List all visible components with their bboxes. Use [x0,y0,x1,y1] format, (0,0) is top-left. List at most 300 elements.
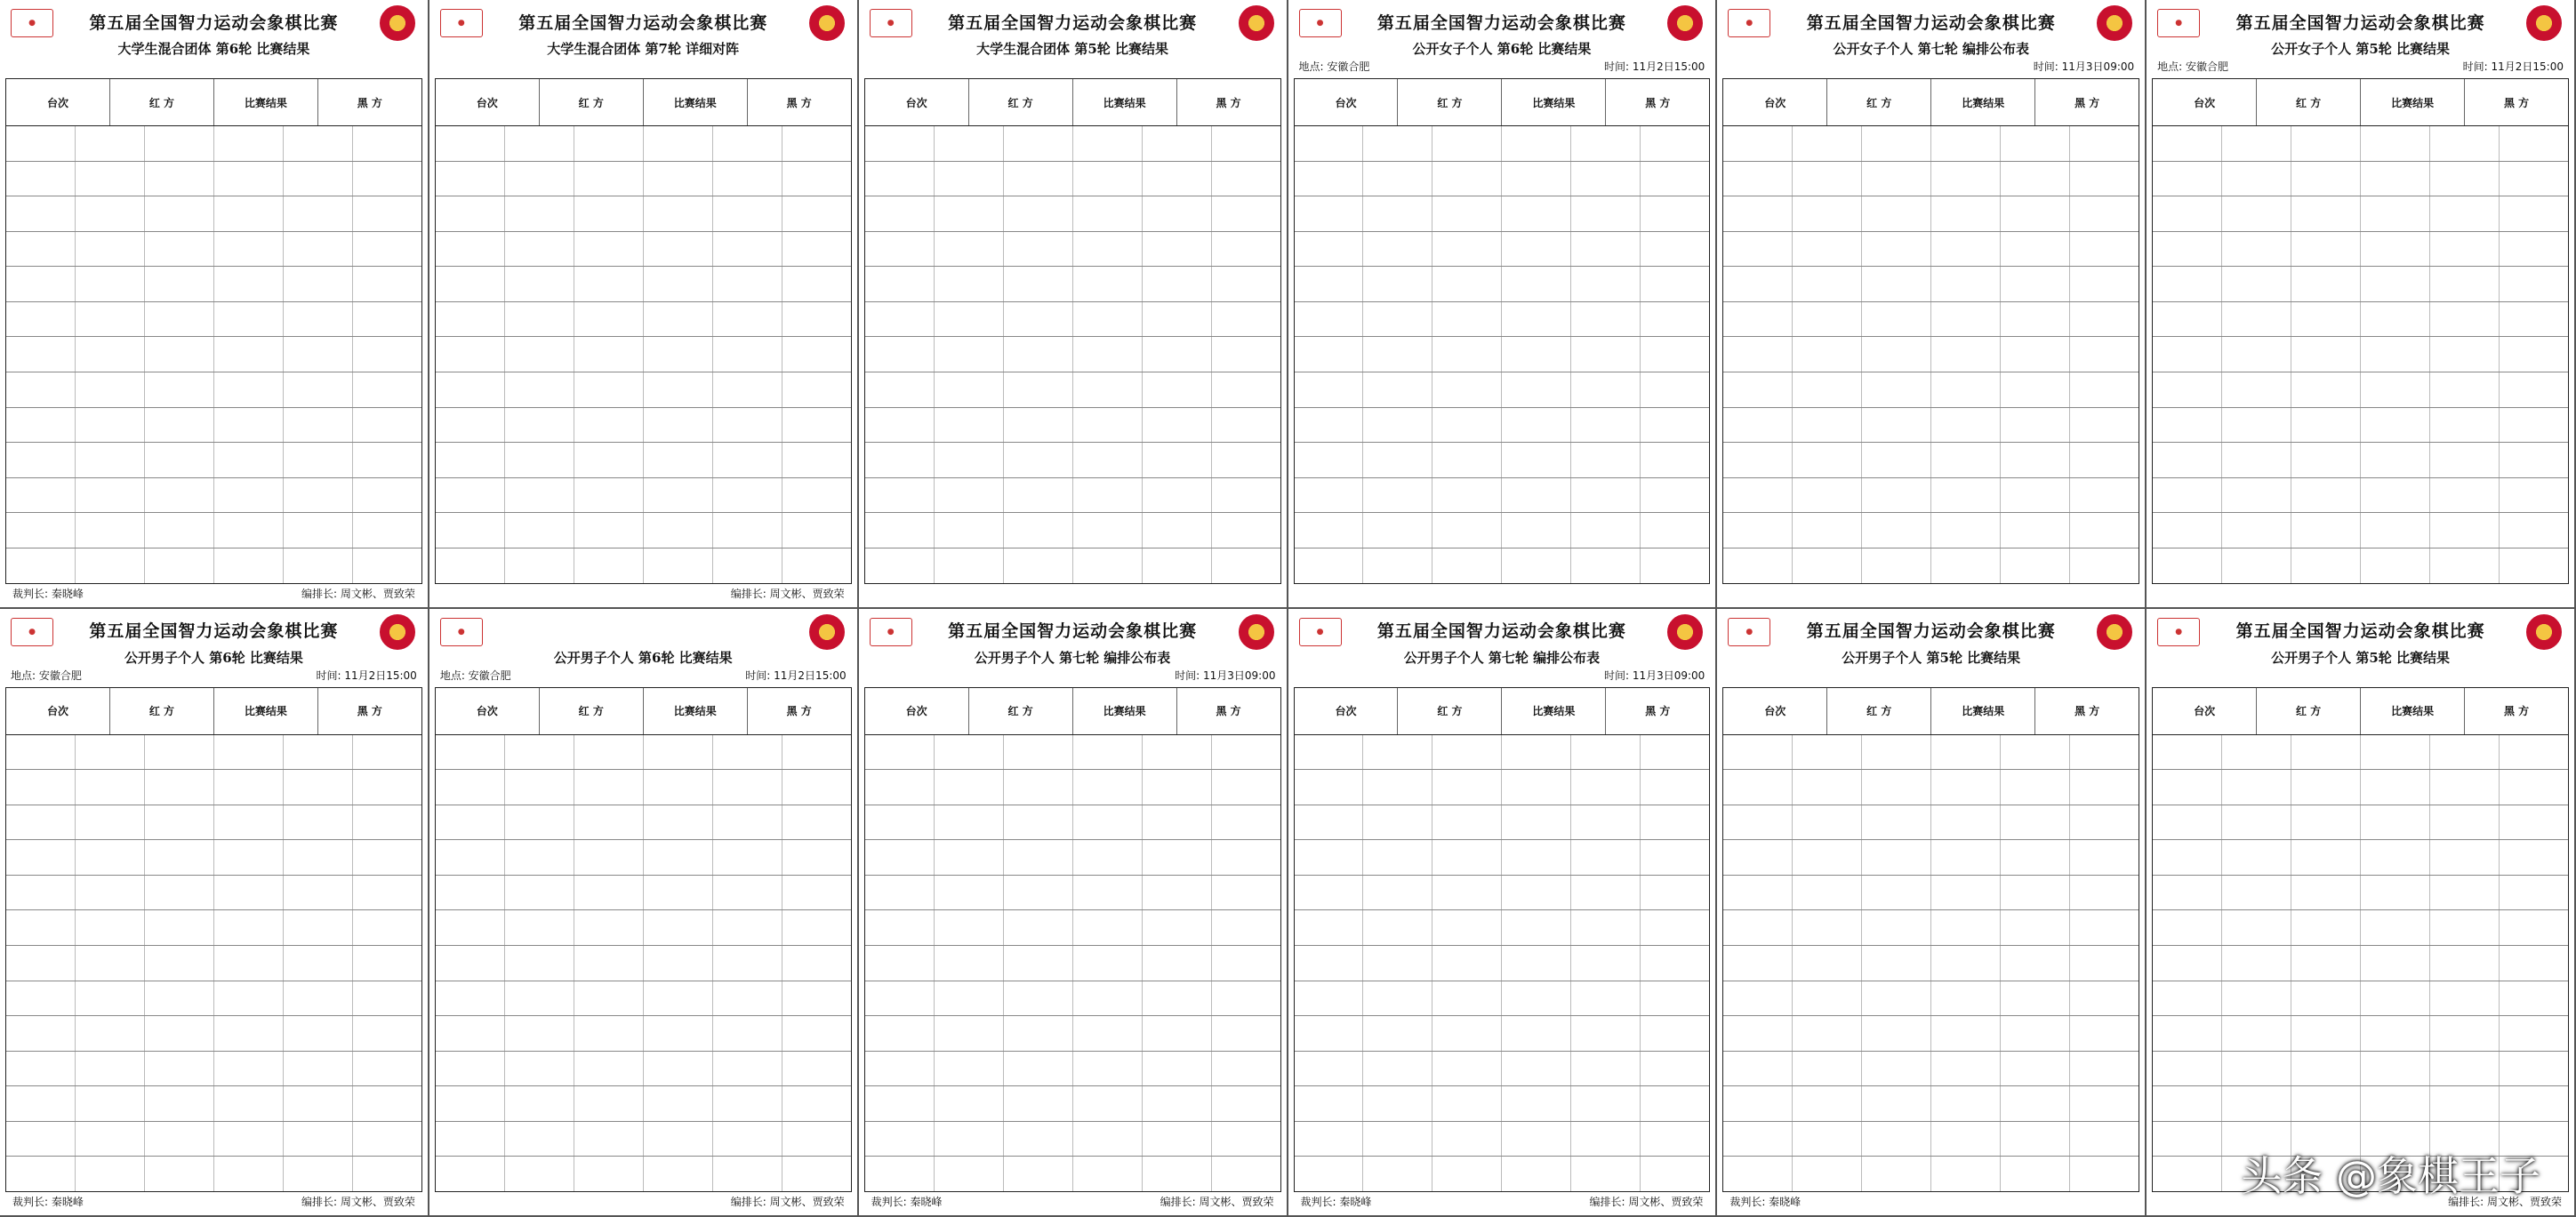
sheet-meta [2152,59,2569,75]
table-row [2153,196,2568,232]
result-sheet [2147,609,2576,1217]
column-header: 比赛结果 [1073,688,1177,734]
result-sheet [859,0,1288,609]
games-logo: ● [11,618,53,646]
column-header: 比赛结果 [644,79,748,125]
table-row [2153,548,2568,583]
table-row [2153,126,2568,162]
table-row [1295,302,1710,338]
table-row [1295,805,1710,841]
column-header: 黑 方 [1216,705,1241,717]
sheet-header [1294,4,1711,39]
venue-text: 地点: 安徽合肥 [2157,60,2229,73]
table-row [1295,1086,1710,1122]
venue-text: 地点: 安徽合肥 [439,669,511,682]
table-row [436,770,851,805]
sheet-subtitle: 公开男子个人 第5轮 比赛结果 [1842,649,2021,666]
table-row [1723,840,2139,876]
table-row [6,840,421,876]
table-row [2153,876,2568,911]
table-row [6,267,421,302]
sheet-header [2152,4,2569,39]
table-header [2153,79,2568,126]
table-row [6,408,421,444]
emblem-seal [380,614,415,650]
column-header: 台次 [1295,688,1399,734]
column-header: 黑 方 [786,96,812,109]
sheet-meta [435,668,852,684]
table-row [1723,196,2139,232]
sheet-footer [1294,1192,1711,1212]
games-logo: ● [1728,618,1770,646]
table-row [865,840,1280,876]
table-row [1295,513,1710,548]
table-row [6,910,421,946]
column-header: 比赛结果 [214,688,318,734]
table-row [1295,372,1710,408]
table-row [1723,162,2139,197]
table-row [436,513,851,548]
results-table [5,687,422,1193]
column-header: 黑 方 [1645,705,1671,717]
table-row [6,232,421,268]
referee-text: 裁判长: 秦晓峰 [1729,1196,1802,1208]
emblem-seal [380,5,415,41]
column-header: 台次 [2153,79,2257,125]
table-row [2153,408,2568,444]
table-row [436,876,851,911]
table-row [2153,162,2568,197]
table-row [436,443,851,478]
result-sheet [0,609,429,1217]
table-row [1295,1122,1710,1157]
time-text: 时间: 11月2日15:00 [2462,60,2564,73]
table-row [1723,876,2139,911]
table-row [436,910,851,946]
sheet-meta [1294,668,1711,684]
sheet-header [5,613,422,648]
table-row [865,805,1280,841]
table-row [1723,1086,2139,1122]
column-header: 黑 方 [2503,96,2530,109]
sheet-footer [5,584,422,604]
table-row [6,981,421,1017]
table-row [1723,1157,2139,1191]
time-text: 时间: 11月3日09:00 [2033,60,2135,73]
table-row [436,302,851,338]
games-logo: ● [1728,9,1770,37]
table-row [436,126,851,162]
recorder-text: 编排长: 周文彬、贾致荣 [1160,1196,1274,1208]
table-row [865,1086,1280,1122]
table-row [2153,267,2568,302]
time-text: 时间: 11月2日15:00 [745,669,847,682]
table-row [865,770,1280,805]
result-sheet [1288,0,1718,609]
table-row [865,267,1280,302]
table-header [2153,688,2568,735]
table-header [436,688,851,735]
table-row [6,946,421,981]
table-row [1295,1052,1710,1087]
table-header [1295,79,1710,126]
result-sheet [429,0,859,609]
sheet-title: 第五届全国智力运动会象棋比赛 [1376,12,1626,33]
table-header [6,688,421,735]
table-row [436,840,851,876]
table-row [1295,408,1710,444]
table-row [1295,910,1710,946]
column-header: 黑 方 [2503,705,2530,717]
table-row [6,1052,421,1087]
table-row [1295,548,1710,583]
recorder-text: 编排长: 周文彬、贾致荣 [301,587,415,600]
column-header: 红 方 [1398,79,1502,125]
sheet-meta [5,668,422,684]
venue-text: 地点: 安徽合肥 [11,669,82,682]
sheet-footer [1722,584,2139,604]
column-header: 比赛结果 [1073,79,1177,125]
table-row [865,1052,1280,1087]
column-header: 比赛结果 [644,688,748,734]
sheet-subtitle: 公开女子个人 第七轮 编排公布表 [1833,41,2029,57]
table-row [436,805,851,841]
table-row [865,478,1280,514]
column-header: 黑 方 [1645,96,1671,109]
table-row [1295,840,1710,876]
table-row [1723,232,2139,268]
table-header [865,688,1280,735]
table-row [865,910,1280,946]
table-row [2153,735,2568,771]
sheet-footer [2152,584,2569,604]
column-header: 台次 [436,79,540,125]
table-row [1723,981,2139,1017]
sheet-meta [1294,59,1711,75]
column-header: 台次 [1723,688,1827,734]
sheet-header [1722,4,2139,39]
sheet-footer [435,1192,852,1212]
results-table [2152,687,2569,1193]
games-logo: ● [1299,618,1342,646]
table-row [2153,232,2568,268]
sheet-title: 第五届全国智力运动会象棋比赛 [948,12,1198,33]
games-logo: ● [870,9,912,37]
column-header: 台次 [865,79,969,125]
results-table [864,78,1281,584]
table-row [1295,981,1710,1017]
column-header: 红 方 [1398,688,1502,734]
table-row [436,162,851,197]
table-row [1723,443,2139,478]
table-row [1295,162,1710,197]
sheet-title: 第五届全国智力运动会象棋比赛 [1806,12,2056,33]
emblem-seal [1667,614,1703,650]
table-row [1295,1016,1710,1052]
column-header: 红 方 [1827,688,1931,734]
column-header: 比赛结果 [214,79,318,125]
table-row [1723,267,2139,302]
table-header [865,79,1280,126]
table-row [6,1157,421,1191]
table-row [436,946,851,981]
table-row [1295,232,1710,268]
emblem-seal [1239,614,1274,650]
table-row [2153,1086,2568,1122]
table-row [6,162,421,197]
sheet-subtitle: 公开男子个人 第七轮 编排公布表 [974,649,1171,666]
table-header [1295,688,1710,735]
sheet-header [1294,613,1711,648]
recorder-text: 编排长: 周文彬、贾致荣 [730,587,845,600]
table-row [2153,805,2568,841]
table-row [6,735,421,771]
sheet-header [1722,613,2139,648]
sheet-title: 第五届全国智力运动会象棋比赛 [2235,12,2485,33]
sheet-header [864,613,1281,648]
column-header: 比赛结果 [1931,79,2035,125]
sheet-subtitle: 大学生混合团体 第7轮 详细对阵 [547,41,740,57]
results-table [1294,78,1711,584]
recorder-text: 编排长: 周文彬、贾致荣 [301,1196,415,1208]
table-row [2153,478,2568,514]
column-header: 台次 [1295,79,1399,125]
sheet-header [435,613,852,648]
table-row [2153,513,2568,548]
result-sheet [1717,609,2147,1217]
sheet-footer [864,584,1281,604]
table-row [436,981,851,1017]
column-header: 比赛结果 [2361,688,2465,734]
table-row [1295,267,1710,302]
sheet-title: 第五届全国智力运动会象棋比赛 [89,12,339,33]
sheet-subtitle: 公开女子个人 第5轮 比赛结果 [2271,41,2451,57]
referee-text: 裁判长: 秦晓峰 [1300,1196,1372,1208]
column-header: 红 方 [1827,79,1931,125]
result-sheet [1288,609,1718,1217]
table-row [1723,1052,2139,1087]
games-logo: ● [440,618,483,646]
table-row [2153,443,2568,478]
recorder-text: 编排长: 周文彬、贾致荣 [2448,1196,2562,1208]
table-row [2153,1052,2568,1087]
sheet-title: 第五届全国智力运动会象棋比赛 [1376,621,1626,641]
time-text: 时间: 11月2日15:00 [1603,60,1705,73]
sheet-title: 第五届全国智力运动会象棋比赛 [1806,621,2056,641]
column-header: 红 方 [110,79,214,125]
emblem-seal [2097,614,2132,650]
column-header: 红 方 [110,688,214,734]
table-row [436,408,851,444]
table-row [6,548,421,583]
column-header: 比赛结果 [1502,79,1606,125]
watermark: 头条 @象棋王子 [2241,1152,2540,1200]
results-table [1294,687,1711,1193]
games-logo: ● [870,618,912,646]
recorder-text: 编排长: 周文彬、贾致荣 [730,1196,845,1208]
table-row [2153,910,2568,946]
column-header: 红 方 [969,79,1073,125]
table-row [6,1016,421,1052]
column-header: 红 方 [540,688,644,734]
table-row [6,196,421,232]
table-row [1295,478,1710,514]
column-header: 黑 方 [1216,96,1241,109]
table-row [6,337,421,372]
emblem-seal [809,5,845,41]
referee-text: 裁判长: 秦晓峰 [12,1196,84,1208]
table-row [2153,946,2568,981]
games-logo: ● [2157,618,2200,646]
table-row [865,302,1280,338]
sheet-header [435,4,852,39]
result-sheet [859,609,1288,1217]
column-header: 红 方 [2257,688,2361,734]
sheet-header [2152,613,2569,648]
column-header: 比赛结果 [2361,79,2465,125]
sheet-header [5,4,422,39]
table-row [1723,302,2139,338]
sheet-title: 第五届全国智力运动会象棋比赛 [518,12,768,33]
games-logo: ● [440,9,483,37]
table-row [436,267,851,302]
sheet-meta [864,59,1281,75]
table-row [865,1157,1280,1191]
venue-text: 地点: 安徽合肥 [1298,60,1370,73]
table-row [436,1016,851,1052]
column-header: 台次 [2153,688,2257,734]
table-header [436,79,851,126]
sheet-subtitle: 大学生混合团体 第5轮 比赛结果 [976,41,1169,57]
table-row [1295,337,1710,372]
table-row [6,1122,421,1157]
table-row [865,735,1280,771]
column-header: 台次 [865,688,969,734]
table-row [6,372,421,408]
sheet-footer [1722,1192,2139,1212]
table-row [436,337,851,372]
results-table [435,687,852,1193]
sheet-title: 第五届全国智力运动会象棋比赛 [2235,621,2485,641]
table-row [436,548,851,583]
table-row [865,372,1280,408]
table-row [1723,1122,2139,1157]
result-sheet [2147,0,2576,609]
table-row [2153,337,2568,372]
sheet-meta [1722,668,2139,684]
sheet-meta [5,59,422,75]
sheet-subtitle: 公开男子个人 第6轮 比赛结果 [124,649,303,666]
column-header: 红 方 [540,79,644,125]
table-row [865,513,1280,548]
emblem-seal [809,614,845,650]
table-row [1723,770,2139,805]
table-row [6,126,421,162]
sheet-subtitle: 公开男子个人 第6轮 比赛结果 [553,649,733,666]
sheet-meta [864,668,1281,684]
table-row [436,1052,851,1087]
table-row [865,1016,1280,1052]
table-row [865,232,1280,268]
sheet-header [864,4,1281,39]
table-row [1295,1157,1710,1191]
results-table [864,687,1281,1193]
table-row [1723,513,2139,548]
emblem-seal [2526,5,2562,41]
table-row [865,876,1280,911]
table-row [1723,1016,2139,1052]
sheet-meta [1722,59,2139,75]
table-row [1723,910,2139,946]
games-logo: ● [11,9,53,37]
table-row [6,1086,421,1122]
column-header: 黑 方 [357,96,382,109]
time-text: 时间: 11月3日09:00 [1175,669,1276,682]
column-header: 黑 方 [2074,96,2100,109]
table-row [865,946,1280,981]
table-row [6,513,421,548]
table-row [1295,443,1710,478]
table-row [436,735,851,771]
table-header [1723,688,2139,735]
results-table [1722,78,2139,584]
games-logo: ● [1299,9,1342,37]
sheet-subtitle: 大学生混合团体 第6轮 比赛结果 [117,41,310,57]
table-row [6,443,421,478]
results-table [435,78,852,584]
result-sheet [429,609,859,1217]
column-header: 比赛结果 [1931,688,2035,734]
table-row [6,876,421,911]
sheet-meta [2152,668,2569,684]
sheet-subtitle: 公开男子个人 第七轮 编排公布表 [1403,649,1601,666]
sheet-title: 第五届全国智力运动会象棋比赛 [89,621,339,641]
result-sheet [1717,0,2147,609]
time-text: 时间: 11月2日15:00 [316,669,417,682]
table-row [1723,735,2139,771]
table-header [1723,79,2139,126]
column-header: 红 方 [2257,79,2361,125]
table-row [436,1122,851,1157]
table-row [436,1086,851,1122]
column-header: 台次 [436,688,540,734]
table-row [1295,126,1710,162]
table-row [865,337,1280,372]
table-row [1723,946,2139,981]
table-row [1723,805,2139,841]
recorder-text: 编排长: 周文彬、贾致荣 [1589,1196,1704,1208]
results-table [1722,687,2139,1193]
table-row [2153,840,2568,876]
table-row [2153,1016,2568,1052]
table-row [2153,770,2568,805]
table-row [2153,372,2568,408]
table-row [436,196,851,232]
sheet-footer [1294,584,1711,604]
sheet-footer [5,1192,422,1212]
table-row [6,805,421,841]
column-header: 台次 [6,79,110,125]
table-row [2153,981,2568,1017]
table-row [865,126,1280,162]
table-header [6,79,421,126]
results-table [5,78,422,584]
table-row [865,981,1280,1017]
table-row [1295,946,1710,981]
table-row [436,372,851,408]
table-row [2153,302,2568,338]
table-row [1723,548,2139,583]
